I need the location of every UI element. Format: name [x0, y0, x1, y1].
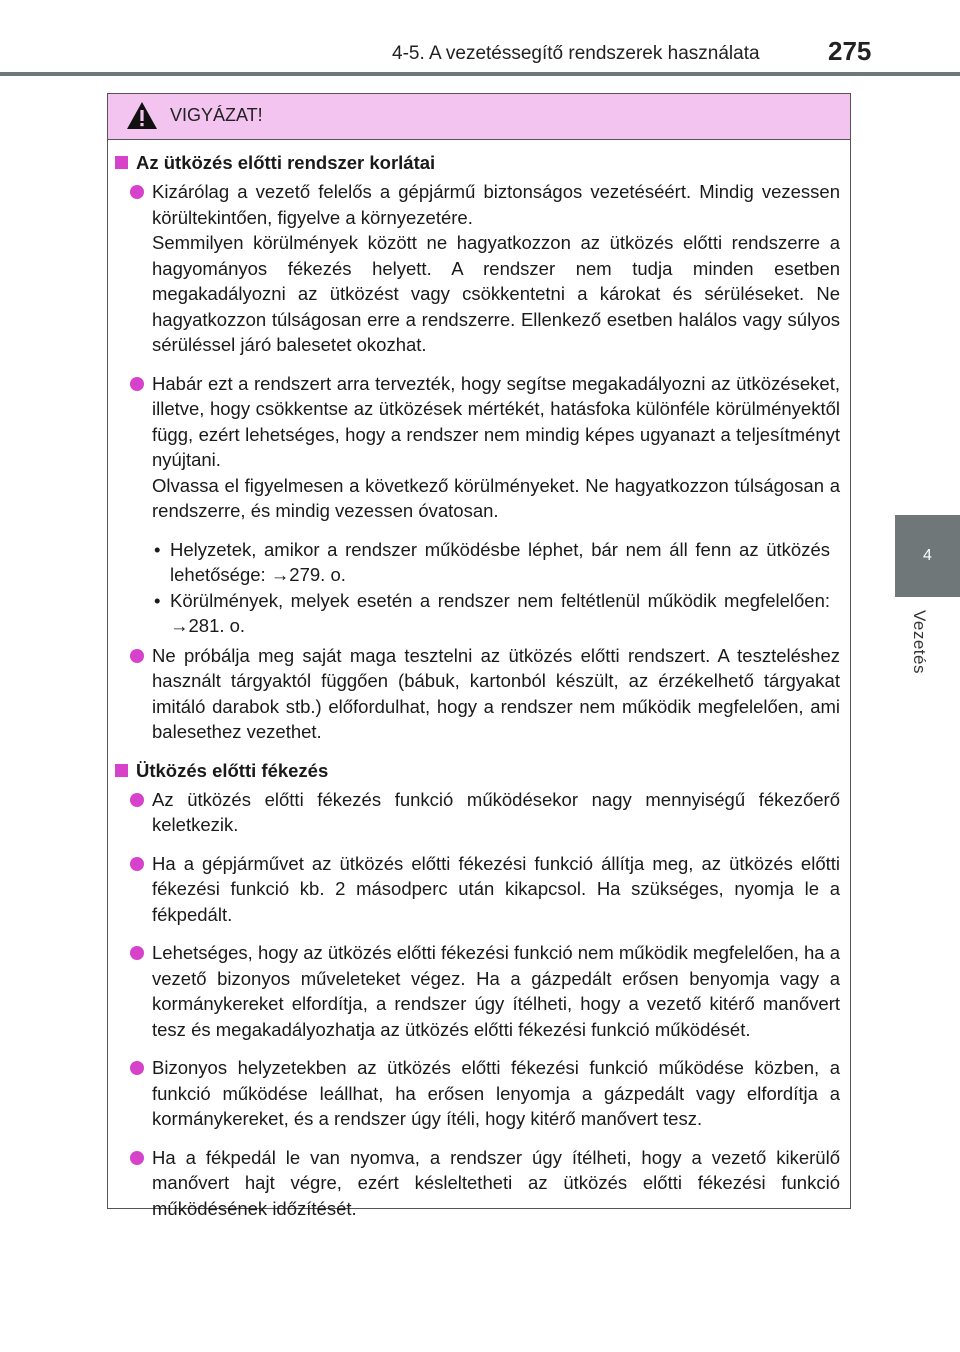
- sub-list-item: [154, 588, 830, 639]
- list-item: [152, 179, 840, 358]
- paragraph: Semmilyen körülmények között ne hagyatkozzon az ütközés előtti rendszerre a hagyományos fékezés helyett. A rendszer nem tudja minden esetben megakadályozni az ütközést vagy csökkentetni a károkat és sérüléseket. Ne hagyatkozzon túlságosan erre a rendszerre. Ellenkező esetben halálos vagy súlyos sérüléssel járó balesetet okozhat.: [152, 232, 840, 355]
- chapter-tab: 4: [895, 515, 960, 597]
- page-number: 275: [828, 36, 872, 66]
- circle-bullet-icon: [130, 185, 144, 199]
- warning-box: [107, 93, 851, 1219]
- paragraph: Bizonyos helyzetekben az ütközés előtti fékezési funkció működése közben, a funkció működése leállhat, ha erősen lenyomja a gázpedált vagy elfordítja a kormánykereket, és a rendszer úgy ítéli, hogy kitérő manővert tesz.: [152, 1057, 840, 1129]
- list-item: [152, 1055, 840, 1132]
- paragraph: Olvassa el figyelmesen a következő körülményeket. Ne hagyatkozzon túlságosan a rendszerre, és mindig vezessen óvatosan.: [152, 474, 840, 521]
- list-item: [152, 1145, 840, 1222]
- sub-item-text: Helyzetek, amikor a rendszer működésbe léphet, bár nem áll fenn az ütközés lehetősége: →279. o.: [170, 538, 830, 585]
- square-bullet-icon: [115, 156, 128, 169]
- section-heading-text: Ütközés előtti fékezés: [136, 759, 329, 781]
- sub-list: [108, 537, 850, 639]
- list-item: [152, 940, 840, 1042]
- list-item: [152, 787, 840, 838]
- paragraph: Ne próbálja meg saját maga tesztelni az ütközés előtti rendszert. A teszteléshez használt tárgyaktól függően (bábuk, kartonból készült, az érzékelhető tárgyakat imitáló darabok stb.) előfordulhat, hogy a rendszer nem működik megfelelően, ami balesethez vezethet.: [152, 644, 840, 742]
- sub-item-text: Körülmények, melyek esetén a rendszer nem feltétlenül működik megfelelően: →281. o.: [170, 589, 830, 636]
- header-rule: [0, 72, 960, 76]
- list-item: [152, 851, 840, 928]
- paragraph: Ha a fékpedál le van nyomva, a rendszer úgy ítélheti, hogy a vezető kikerülő manővert hajt végre, ezért késleltetheti az ütközés előtti fékezési funkció működésének időzítését.: [152, 1146, 840, 1219]
- list-item: [152, 643, 840, 745]
- chapter-label: Vezetés: [910, 610, 929, 674]
- circle-bullet-icon: [130, 857, 144, 871]
- warning-title: VIGYÁZAT!: [170, 105, 263, 125]
- small-bullet-icon: •: [154, 589, 161, 611]
- running-header-title: 4-5. A vezetéssegítő rendszerek használata: [392, 43, 760, 64]
- section-heading: [108, 758, 850, 783]
- circle-bullet-icon: [130, 377, 144, 391]
- circle-bullet-icon: [130, 1151, 144, 1165]
- circle-bullet-icon: [130, 649, 144, 663]
- circle-bullet-icon: [130, 1061, 144, 1075]
- list-item: [152, 371, 840, 524]
- paragraph: Ha a gépjárművet az ütközés előtti fékezési funkció állítja meg, az ütközés előtti fékezési funkció kb. 2 másodperc után kikapcsol. Ha szükséges, nyomja le a fékpedált.: [152, 852, 840, 925]
- warning-header: [108, 94, 850, 140]
- circle-bullet-icon: [130, 793, 144, 807]
- circle-bullet-icon: [130, 946, 144, 960]
- warning-triangle-icon: [126, 100, 158, 132]
- warning-content: [108, 150, 850, 1234]
- paragraph: Lehetséges, hogy az ütközés előtti fékezési funkció nem működik megfelelően, ha a vezető bizonyos műveleteket végez. Ha a gázpedált erősen benyomja vagy a kormánykereket elfordítja, a rendszer úgy ítélheti, hogy a vezető kitérő manővert tesz és megakadályozhatja az ütközés előtti fékezési funkció működését.: [152, 942, 840, 1040]
- paragraph: Habár ezt a rendszert arra tervezték, hogy segítse megakadályozni az ütközéseket, illetve, hogy csökkentse az ütközések mértékét, hatásfoka különféle körülményektől függ, ezért lehetséges, hogy a rendszer nem mindig képes ugyanazt a teljesítményt nyújtani.: [152, 372, 840, 470]
- sub-list-item: [154, 537, 830, 588]
- small-bullet-icon: •: [154, 538, 161, 560]
- paragraph: Kizárólag a vezető felelős a gépjármű biztonságos vezetéséért. Mindig vezessen körültekintően, figyelve a környezetére.: [152, 181, 840, 228]
- section-heading: [108, 150, 850, 175]
- section-heading-text: Az ütközés előtti rendszer korlátai: [136, 152, 436, 173]
- square-bullet-icon: [115, 764, 128, 777]
- paragraph: Az ütközés előtti fékezés funkció működésekor nagy mennyiségű fékezőerő keletkezik.: [152, 788, 840, 835]
